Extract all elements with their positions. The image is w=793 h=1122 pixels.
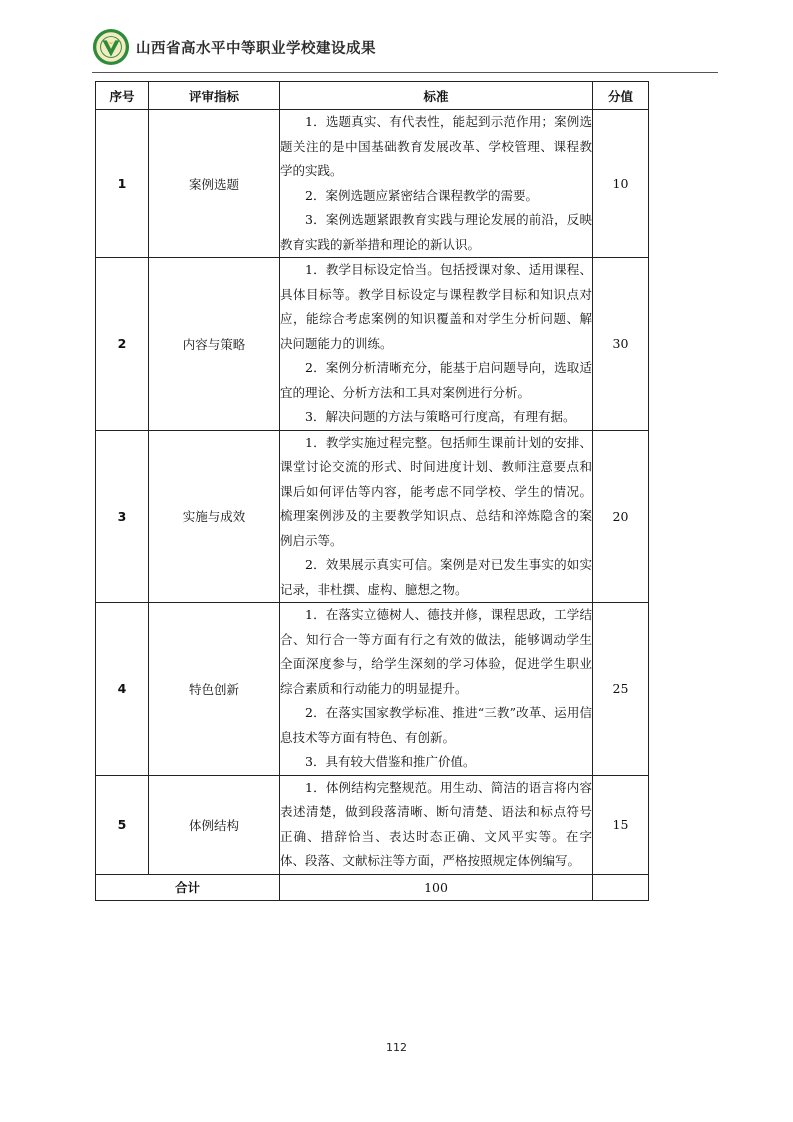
table-row — [96, 775, 649, 874]
row-indicator: 内容与策略 — [149, 258, 280, 431]
row-number: 3 — [96, 430, 149, 603]
column-header-criteria: 标准 — [280, 82, 593, 110]
row-score: 15 — [593, 775, 649, 874]
row-score: 30 — [593, 258, 649, 431]
criteria-item: 1．教学目标设定恰当。包括授课对象、适用课程、具体目标等。教学目标设定与课程教学目标和知识点对应，能综合考虑案例的知识覆盖和对学生分析问题、解决问题能力的训练。 — [280, 262, 592, 351]
page-header — [92, 24, 722, 74]
column-header-score: 分值 — [593, 82, 649, 110]
row-criteria — [280, 603, 593, 776]
row-number: 1 — [96, 110, 149, 258]
row-indicator: 体例结构 — [149, 775, 280, 874]
criteria-item: 1．在落实立德树人、德技并修，课程思政，工学结合、知行合一等方面有行之有效的做法，能够调动学生全面深度参与，给学生深刻的学习体验，促进学生职业综合素质和行动能力的明显提升。 — [280, 607, 592, 696]
table-total-row — [96, 874, 649, 900]
criteria-item: 3．具有较大借鉴和推广价值。 — [305, 754, 476, 769]
criteria-item: 2．在落实国家教学标准、推进“三教”改革、运用信息技术等方面有特色、有创新。 — [280, 705, 592, 745]
criteria-item: 3．案例选题紧跟教育实践与理论发展的前沿，反映教育实践的新举措和理论的新认识。 — [280, 212, 592, 252]
school-logo-icon — [92, 28, 130, 66]
criteria-item: 2．案例分析清晰充分，能基于启问题导向，选取适宜的理论、分析方法和工具对案例进行分析。 — [280, 360, 592, 400]
column-header-no: 序号 — [96, 82, 149, 110]
criteria-item: 1．选题真实、有代表性，能起到示范作用；案例选题关注的是中国基础教育发展改革、学校管理、课程教学的实践。 — [280, 114, 592, 178]
row-indicator: 案例选题 — [149, 110, 280, 258]
row-indicator: 实施与成效 — [149, 430, 280, 603]
total-value: 100 — [280, 874, 593, 900]
criteria-item: 1．体例结构完整规范。用生动、简洁的语言将内容表述清楚，做到段落清晰、断句清楚、语法和标点符号正确、措辞恰当、表达时态正确、文风平实等。在字体、段落、文献标注等方面，严格按照规定体例编写。 — [280, 779, 592, 868]
row-score: 25 — [593, 603, 649, 776]
row-score: 20 — [593, 430, 649, 603]
criteria-item: 2．效果展示真实可信。案例是对已发生事实的如实记录，非杜撰、虚构、臆想之物。 — [280, 557, 592, 597]
row-criteria — [280, 775, 593, 874]
evaluation-table — [95, 81, 649, 901]
header-divider — [92, 72, 718, 73]
criteria-item: 3．解决问题的方法与策略可行度高，有理有据。 — [305, 409, 576, 424]
column-header-indicator: 评审指标 — [149, 82, 280, 110]
row-criteria — [280, 430, 593, 603]
row-score: 10 — [593, 110, 649, 258]
page-number: 112 — [386, 1041, 407, 1054]
row-indicator: 特色创新 — [149, 603, 280, 776]
table-row — [96, 430, 649, 603]
criteria-item: 2．案例选题应紧密结合课程教学的需要。 — [305, 187, 538, 203]
row-number: 4 — [96, 603, 149, 776]
row-criteria — [280, 258, 593, 431]
total-label: 合计 — [96, 874, 280, 900]
row-number: 5 — [96, 775, 149, 874]
row-criteria — [280, 110, 593, 258]
row-number: 2 — [96, 258, 149, 431]
header-title: 山西省高水平中等职业学校建设成果 — [136, 41, 376, 57]
table-header-row — [96, 82, 649, 110]
table-row — [96, 258, 649, 431]
table-row — [96, 603, 649, 776]
table-row — [96, 110, 649, 258]
total-score-empty — [593, 874, 649, 900]
criteria-item: 1．教学实施过程完整。包括师生课前计划的安排、课堂讨论交流的形式、时间进度计划、教师注意要点和课后如何评估等内容，能考虑不同学校、学生的情况。梳理案例涉及的主要教学知识点、总结和淬炼隐含的案例启示等。 — [280, 434, 592, 548]
